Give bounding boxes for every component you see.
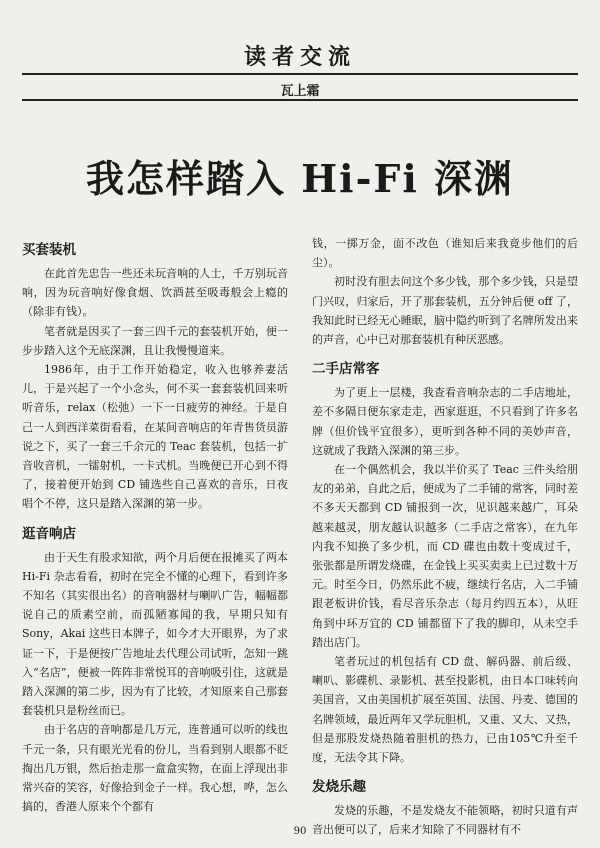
- section-heading-buy-set: 买套装机: [22, 242, 76, 258]
- header-rule-bottom: [22, 99, 578, 101]
- paragraph: 由于名店的音响都是几万元，连普通可以听的线也千元一条，只有眼光光看的份儿，当看到别人眼都不眨掏出几万银，然后抬走那一盒盒实物，在面上浮现出非常兴奋的笑容，好像拾到金子一样。我心想，哗，怎么搞的，香港人原来个个都有: [22, 723, 288, 814]
- section-heading-second-hand: 二手店常客: [312, 361, 380, 378]
- right-column: [312, 234, 578, 840]
- left-column: [22, 234, 288, 816]
- paragraph: 在一个偶然机会，我以半价买了 Teac 三件头给朋友的弟弟，自此之后，便成为了二手铺的常客，同时差不多天天都到 CD 铺报到一次，见识越来越广，耳朵越来越灵，朋友越认识越多（二手店之常客），在九年内我不知换了多少机，而 CD 碟也由数十变成过千，张张都是所谓发烧碟，在金钱上买买卖卖上已过数十万元。时至今日，仍然乐此不疲，继续行名店，入二手铺跟老板讲价钱，看尽音乐杂志（每月约四五本），从旺角到中环万宜的 CD 铺都留下了我的脚印，从未空手踏出店门。: [312, 463, 578, 649]
- section-heading-visit-shops: 逛音响店: [22, 525, 76, 542]
- paragraph: 笔者就是因买了一套三四千元的套装机开始，便一步步踏入这个无底深渊，且让我慢慢道来。: [22, 324, 288, 357]
- author-name: 瓦上霜: [280, 84, 320, 99]
- paragraph: 1986年，由于工作开始稳定，收入也够养妻活儿，于是兴起了一个小念头，何不买一套套装机回来听听音乐，relax（松弛）一下一日疲劳的神经。于是自己一人到西洋菜街看看，在某间音响店的年青售货员游说之下，买了一套三千余元的 Teac 套装机，包括一扩音收音机，一镭射机，一卡式机。当晚便已开心到不得了，接着便开始到 CD 铺选些自己喜欢的音乐，日夜唱个不停，这只是踏入深渊的第一步。: [22, 363, 288, 511]
- paragraph: 发烧的乐趣，不是发烧友不能领略，初时只道有声音出便可以了，后来才知除了不同器材有不: [312, 804, 578, 837]
- paragraph-continuation: 钱，一掷万金，面不改色（谁知后来我竟步他们的后尘）。: [312, 237, 578, 270]
- paragraph: 初时没有胆去问这个多少钱，那个多少钱，只是望门兴叹，归家后，开了那套装机，五分钟后便 off 了，我知此时已经无心睡眠，脑中隐约听到了名牌所发出来的声音，心中已对那套装机有种厌恶感。: [312, 275, 578, 347]
- paragraph: 由于天生有股求知欲，两个月后便在报摊买了两本 Hi-Fi 杂志看看，初时在完全不懂的心理下，看到许多不知名（其实很出名）的音响器材与喇叭广告，幅幅都说自己的质素空前，而孤陋寡闻的我，早期只知有 Sony，Akai 这些日本牌子，如今才大开眼界，为了求证一下，于是便按广告地址去代理公司试听，怎知一跳入“名店”，便被一阵阵非常悦耳的音响吸引住，这就是踏入深渊的第二步，因为有了比较，才知原来自己那套套装机只是粉丝而已。: [22, 550, 288, 718]
- column-title: 读者交流: [243, 44, 356, 70]
- header-rule-top: [22, 73, 578, 75]
- paragraph: 为了更上一层楼，我查看音响杂志的二手店地址，差不多隔日便东家走走，西家逛逛，不只看到了许多名牌（但价钱平宜很多），更听到各种不同的美妙声音，这就成了我踏入深渊的第三步。: [312, 386, 578, 457]
- article-title: 我怎样踏入 Hi-Fi 深渊: [86, 156, 514, 201]
- paragraph: 在此首先忠告一些还未玩音响的人士，千万别玩音响，因为玩音响好像食烟、饮酒甚至吸毒般会上瘾的（除非有钱）。: [22, 267, 288, 319]
- section-heading-fever-fun: 发烧乐趣: [312, 779, 366, 796]
- page-number: 90: [293, 826, 307, 837]
- paragraph: 笔者玩过的机包括有 CD 盘、解码器、前后级、喇叭、影碟机、录影机、甚至投影机，由日本口味转向美国音，又由美国机扩展至英国、法国、丹麦、德国的名牌领域，最近两年又学玩胆机，又重、又大、又热，但是那股发烧热随着胆机的热力，已由105℃升至千度，无法令其下降。: [312, 655, 578, 765]
